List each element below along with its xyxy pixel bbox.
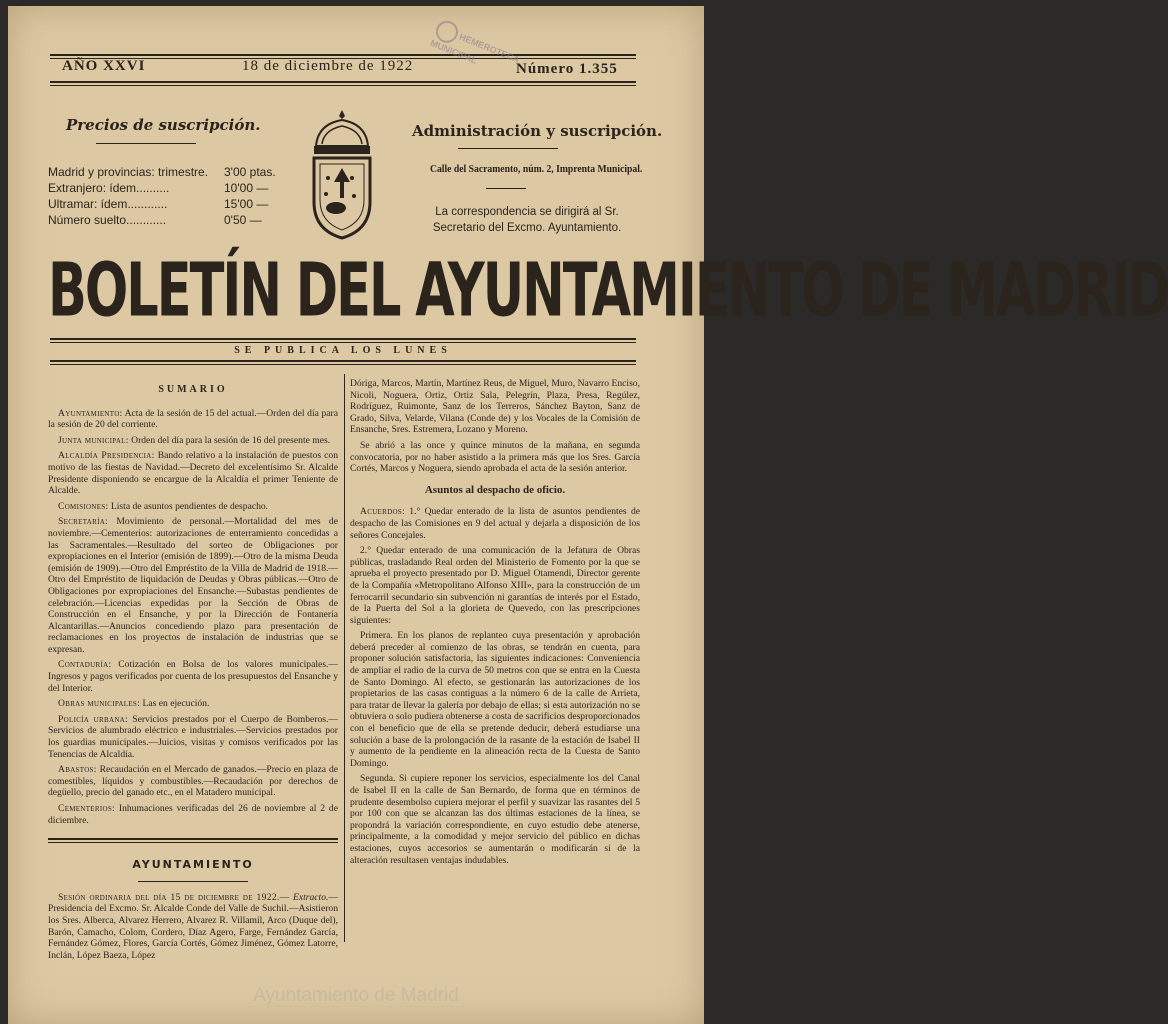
subscription-title: Precios de suscripción. (66, 116, 261, 134)
sumario-item (48, 450, 338, 496)
sumario-item-label: Policía urbana: (58, 713, 129, 725)
extracto-label: Extracto. (292, 891, 329, 903)
price-row (48, 164, 308, 180)
price-list (48, 164, 308, 228)
administration-address: Calle del Sacramento, núm. 2, Imprenta Municipal. (430, 164, 643, 175)
masthead-rule-bottom (50, 360, 636, 365)
session-extract (48, 892, 338, 962)
address-divider (486, 188, 526, 189)
sumario-item (48, 501, 338, 513)
sumario-item-label: Secretaría: (58, 516, 109, 528)
sumario-item-text: Recaudación en el Mercado de ganados.—Precio en plaza de comestibles, líquidos y combustibles.—Recaudación por derechos de degüello, precio del ganado etc., en el Matadero municipal. (48, 764, 338, 799)
watermark: Ayuntamiento de Madrid (253, 985, 459, 1006)
sumario-item (48, 659, 338, 694)
newspaper-page (8, 6, 1168, 1024)
acuerdo-1 (350, 506, 640, 541)
sumario-item (48, 698, 338, 710)
prescription-first: Primera. En los planos de replanteo cuya presentación y aprobación deberá preceder al comienzo de las obras, se tendrán en cuenta, para proponer solución satisfactoria, las siguientes indicaciones: Conveniencia de ampliar el radio de la curva de 50 metros con que se entra en la Cuesta de Santo Domingo. Al efecto, se gestionarán las autorizaciones de los propietarios de las casas contiguas a la número 6 de la calle de Arrieta, para tratar de llevar la galería por debajo de ellas; si esta autorización no se obtuviera o solo pudiera obtenerse a costa de sacrificios desproporcionados con el beneficio que de ella se pretende deducir, deberá estudiarse una solución a base de la prolongación de la rasante de la estación de Isabel II y aumento de la pendiente en la alineación recta de la Cuesta de Santo Domingo. (350, 630, 640, 769)
sumario-item-text: Inhumaciones verificadas del 26 de noviembre al 2 de diciembre. (48, 803, 338, 826)
session-lead: Sesión ordinaria del día 15 de diciembre de 1922.— (58, 891, 290, 903)
sumario-item (48, 714, 338, 760)
title-underline (138, 881, 248, 882)
price-row (48, 196, 308, 212)
administration-note: La correspondencia se dirigirá al Sr. Secretario del Excmo. Ayuntamiento. (432, 206, 622, 234)
sumario-item-label: Cementerios: (58, 803, 115, 814)
price-row-value: 15'00 — (224, 197, 269, 211)
ayuntamiento-title: AYUNTAMIENTO (132, 858, 254, 872)
subscription-underline (96, 143, 196, 144)
sumario-item (48, 764, 338, 799)
acuerdos-label: Acuerdos: (360, 506, 405, 518)
sumario-item (48, 435, 338, 447)
sumario-item-text: Las en ejecución. (142, 698, 210, 710)
sumario-item-text: Bando relativo a la instalación de puestos con motivo de las fiestas de Navidad.—Decreto del excelentísimo Sr. Alcalde Presidente disponiendo se encargue de la Alcaldía el primer Teniente de Alcalde. (48, 450, 338, 497)
session-body: —Presidencia del Excmo. Sr. Alcalde Conde del Valle de Suchil.—Asistieron los Sres. Alberca, Alvarez Herrero, Alvarez R. Villamil, Arco (Duque del), Barón, Camacho, Colom, Cordero, Díaz Agero, Farge, Fernández García, Fernández Gómez, Flores, García Cortés, Gómez Jiménez, Gómez Latorre, Inclán, López Baeza, López (48, 891, 338, 961)
administration-title: Administración y suscripción. (412, 122, 663, 140)
price-row-value: 3'00 ptas. (224, 165, 276, 179)
sumario-item-label: Obras municipales: (58, 698, 141, 710)
sumario-item-label: Abastos: (58, 764, 97, 776)
masthead-title: BOLETÍN DEL AYUNTAMIENTO DE MADRID (48, 249, 1168, 335)
price-row-label: Ultramar: ídem............ (48, 197, 168, 211)
sumario-item-text: Servicios prestados por el Cuerpo de Bomberos.—Servicios de alumbrado eléctrico e industriales.—Servicios prestados por los guardias municipales.—Juicios, visitas y comisos verificados por las Tenencias de Alcaldía. (48, 713, 338, 760)
publication-schedule: SE PUBLICA LOS LUNES (234, 345, 452, 356)
issue-number: Número 1.355 (516, 61, 618, 77)
sumario-item-label: Ayuntamiento: (58, 407, 123, 419)
acuerdo-2: 2.° Quedar enterado de una comunicación de la Jefatura de Obras públicas, trasladando Real orden del Ministerio de Fomento por la que se aprueba el proyecto presentado por D. Miguel Otamendi, Director gerente de la Compañía «Metropolitano Alfonso XIII», para la construcción de un ferrocarril secundario sin subvención ni garantías de interés por el Estado, de la Puerta del Sol a la glorieta de Quevedo, con las prescripciones siguientes: (350, 545, 640, 626)
header-rule (50, 81, 636, 86)
column-divider (344, 374, 345, 942)
sumario-item-label: Comisiones: (58, 500, 109, 512)
sumario-item-label: Contaduría: (58, 659, 112, 671)
price-row-label: Número suelto............ (48, 213, 167, 227)
price-row-label: Madrid y provincias: trimestre. (48, 165, 209, 179)
library-stamp (418, 17, 533, 110)
sumario-item-label: Alcaldía Presidencia: (58, 450, 155, 462)
masthead-rule-top (50, 338, 636, 343)
session-opening: Se abrió a las once y quince minutos de la mañana, en segunda convocatoria, por no haber asistido a la primera más que los Sres. García Cortés, Marcos y Noguera, siendo aprobada el acta de la sesión anterior. (350, 439, 640, 475)
year-label: AÑO XXVI (62, 58, 146, 74)
stamp-text: HEMEROTECA MUNICIPAL (428, 31, 521, 66)
sumario-item (48, 516, 338, 655)
price-row-label: Extranjero: ídem.......... (48, 181, 170, 195)
price-row (48, 212, 308, 228)
price-row-value: 10'00 — (224, 181, 269, 195)
sumario-item-text: Movimiento de personal.—Mortalidad del mes de noviembre.—Cementerios: autorizaciones de enterramiento concedidas a las Sacramentales.—Resultado del sorteo de Obligaciones por expropiaciones en el Interior (emisión de 1899).—Otro de la misma Deuda (emisión de 1909).—Otro del Empréstito de la Villa de Madrid de 1918.—Otro del Empréstito de liquidación de Deudas y Obras públicas.—Otro de Obligaciones por expropiaciones del Ensanche.—Subastas pendientes de celebración.—Licencias expedidas por la Sección de Obras de Construcción en el Ensanche, y por la Dirección de Fontanería Alcantarillas.—Anuncios concediendo plazo para presentación de reclamaciones en los proyectos de instalación de industrias que se expresan. (48, 516, 338, 655)
acuerdo-1-text: 1.° Quedar enterado de la lista de asuntos pendientes de despacho de las Comisiones en 9 del actual y dejarla a disposición de los señores Concejales. (350, 506, 640, 541)
sumario-item (48, 803, 338, 826)
administration-underline (458, 148, 558, 149)
sumario-item-text: Orden del día para la sesión de 16 del presente mes. (131, 434, 331, 446)
right-column (350, 378, 640, 870)
issue-date: 18 de diciembre de 1922 (242, 58, 414, 74)
sumario-item-text: Cotización en Bolsa de los valores municipales.—Ingresos y pagos verificados por cuenta de los presupuestos del Ensanche y del Interior. (48, 659, 338, 694)
sumario-item (48, 408, 338, 431)
sumario-title: SUMARIO (158, 384, 228, 395)
coat-of-arms-icon (306, 106, 378, 242)
section-rule (48, 838, 338, 843)
sumario-list (48, 408, 338, 827)
attendance-continued: Dóriga, Marcos, Martín, Martínez Reus, de Miguel, Muro, Navarro Enciso, Nicoli, Noguera, Ortiz, Ortiz Sala, Pelegrín, Plaza, Presa, Regúlez, Rodríguez, Ruimonte, Sanz de los Terreros, Sánchez Bayton, Sanz de Grado, Silva, Velarde, Vilana (Conde de) y los Vocales de la Comisión de Ensanche, Sres. Estremera, Lozano y Moreno. (350, 378, 640, 436)
price-row-value: 0'50 — (224, 213, 262, 227)
sumario-item-text: Acta de la sesión de 15 del actual.—Orden del día para la sesión de 20 del corriente. (48, 407, 339, 431)
asuntos-heading: Asuntos al despacho de oficio. (424, 483, 566, 496)
sumario-item-text: Lista de asuntos pendientes de despacho. (110, 500, 269, 512)
sumario-item-label: Junta municipal: (58, 434, 129, 446)
price-row (48, 180, 308, 196)
prescription-second: Segunda. Si cupiere reponer los servicios, especialmente los del Canal de Isabel II en la calle de San Bernardo, de forma que en términos de prudente desembolso cupiera mejorar el perfil y suavizar las rasantes del 5 por 100 con que se alcanzan las dos últimas estaciones de la línea, se propondrá la variación correspondiente, en cuyo estudio debe atenerse, principalmente, a la comodidad y mejor servicio del público en dichas estaciones, cuyos accesorios se aumentarán o modificarán si de la alteración resultasen ventajas indudables. (350, 773, 640, 866)
left-column (48, 384, 338, 965)
